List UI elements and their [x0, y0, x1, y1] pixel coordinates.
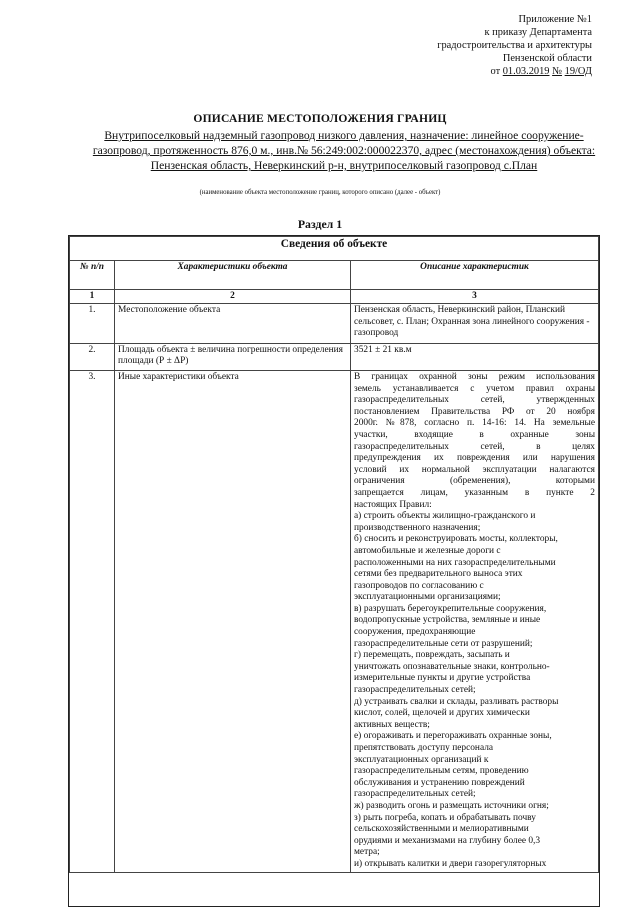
col-header-num: № п/п	[70, 261, 115, 290]
table-row	[70, 371, 599, 873]
col-index-3: 3	[351, 290, 599, 304]
description-line: активных веществ;	[354, 719, 430, 730]
description-line: водопропускные устройства, земляные и иные	[354, 615, 541, 626]
column-header-row	[70, 261, 599, 290]
table-title-row	[70, 237, 599, 261]
description-line: д) устраивать свалки и склады, разливать растворы	[354, 696, 559, 707]
row-characteristic: Местоположение объекта	[115, 304, 351, 344]
subject-note: (наименование объекта местоположение границ, которого описано (далее - объект)	[199, 189, 441, 196]
row-characteristic-text: Площадь объекта ± величина погрешности определения площади (Р ± ΔР)	[118, 345, 343, 366]
object-info-frame	[68, 235, 600, 907]
description-line: эксплуатационных организаций к	[354, 754, 489, 765]
row-characteristic: Иные характеристики объекта	[115, 371, 351, 873]
object-subject	[92, 128, 596, 173]
description-line: газопроводов по согласованию с	[354, 580, 484, 591]
date-prefix: от	[490, 66, 501, 77]
description-line: газораспределительные сети от разрушений;	[354, 638, 533, 649]
row-description: Пензенская область, Неверкинский район, Планский сельсовет, с. План; Охранная зона линейного сооружения - газопровод	[351, 304, 599, 344]
description-line: з) рыть погреба, копать и обрабатывать почву	[354, 812, 536, 823]
description-line: производственного назначения;	[354, 522, 481, 533]
table-row	[70, 344, 599, 371]
description-line: автомобильные и железные дороги с	[354, 545, 501, 556]
description-line: В границах охранной зоны режим использования	[354, 372, 595, 382]
number-prefix: №	[552, 66, 563, 77]
order-number: 19/ОД	[564, 66, 592, 77]
approval-block	[332, 13, 592, 78]
document-title: ОПИСАНИЕ МЕСТОПОЛОЖЕНИЯ ГРАНИЦ	[193, 112, 447, 125]
approval-line-1: Приложение №1	[518, 14, 592, 25]
description-line: газораспределительных сетей;	[354, 789, 476, 800]
row-characteristic	[115, 344, 351, 371]
col-index-2: 2	[115, 290, 351, 304]
description-line: а) строить объекты жилищно-гражданского и	[354, 511, 536, 522]
description-line: условий их нормальной эксплуатации налагаются	[354, 464, 595, 475]
description-line: ограничения (обременения), которыми	[354, 476, 595, 487]
description-line: г) перемещать, повреждать, засыпать и	[354, 650, 510, 661]
other-characteristics-text	[354, 372, 595, 871]
description-line: орудиями и механизмами на глубину более 0,3	[354, 835, 541, 846]
description-line: настоящих Правил:	[354, 499, 432, 510]
description-line: б) сносить и реконструировать мосты, коллекторы,	[354, 534, 558, 545]
description-line: е) огораживать и перегораживать охранные зоны,	[354, 731, 552, 742]
row-number: 1.	[70, 304, 115, 344]
description-line: участки, входящие в охранные зоны	[354, 429, 595, 440]
description-line: земель устанавливается с учетом правил охраны	[354, 383, 595, 394]
approval-line-4: Пензенской области	[502, 53, 592, 64]
description-line: эксплуатационными организациями;	[354, 592, 501, 603]
object-subject-text: Внутрипоселковый надземный газопровод низкого давления, назначение: линейное сооружение-газопровод, протяженность 876,0 м., инв.№ 56:249:002:000022370, адрес (местонахождения) объекта: Пензенская область, Неверкинский р-н, внутрипоселковый газопровод с.План	[92, 129, 596, 172]
description-line: метра;	[354, 847, 380, 858]
description-line: сетями без предварительного выноса этих	[354, 569, 523, 580]
approval-date-line	[332, 65, 592, 78]
description-line: кислот, солей, щелочей и других химически	[354, 708, 530, 719]
description-line: препятствовать доступу персонала	[354, 743, 494, 753]
description-line: обслуживания и устранению повреждений	[354, 777, 525, 788]
description-line: в) разрушать берегоукрепительные сооружения,	[354, 603, 547, 614]
description-line: газораспределительных сетей, в целях	[354, 441, 595, 452]
description-line: и) открывать калитки и двери газорегуляторных	[354, 858, 547, 869]
object-info-table	[69, 236, 599, 873]
description-line: постановлением Правительства РФ от 20 ноября	[354, 406, 595, 417]
description-line: расположенными на них газораспределительными	[354, 557, 556, 568]
description-line: газораспределительным сетям, проведению	[354, 766, 529, 777]
description-line: 2000г. №878, согласно п. 14-16: 14. На земельные	[354, 418, 595, 429]
description-line: уничтожать опознавательные знаки, контрольно-	[354, 661, 550, 672]
description-line: сельскохозяйственными и мелиоративными	[354, 824, 529, 835]
section-title: Раздел 1	[297, 217, 343, 231]
row-description: 3521 ± 21 кв.м	[351, 344, 599, 371]
col-index-1: 1	[70, 290, 115, 304]
description-line: предупреждения их повреждения или нарушения	[354, 453, 595, 464]
table-row	[70, 304, 599, 344]
order-date: 01.03.2019	[502, 66, 550, 77]
row-number: 2.	[70, 344, 115, 371]
description-line: ж) разводить огонь и размещать источники огня;	[354, 800, 549, 811]
description-line: измерительные пункты и другие устройства	[354, 673, 531, 684]
approval-line-3: градостроительства и архитектуры	[437, 40, 592, 51]
row-number: 3.	[70, 371, 115, 873]
column-index-row	[70, 290, 599, 304]
col-header-characteristic: Характеристики объекта	[115, 261, 351, 290]
description-line: сооружения, предохраняющие	[354, 627, 476, 638]
description-line: запрещается лицам, указанным в пункте 2	[354, 487, 595, 498]
col-header-description: Описание характеристик	[351, 261, 599, 290]
approval-line-2: к приказу Департамента	[484, 27, 592, 38]
description-line: газораспределительных сетей, утвержденных	[354, 395, 595, 406]
table-title: Сведения об объекте	[70, 237, 599, 261]
description-line: газораспределительных сетей;	[354, 685, 476, 696]
row-description	[351, 371, 599, 873]
